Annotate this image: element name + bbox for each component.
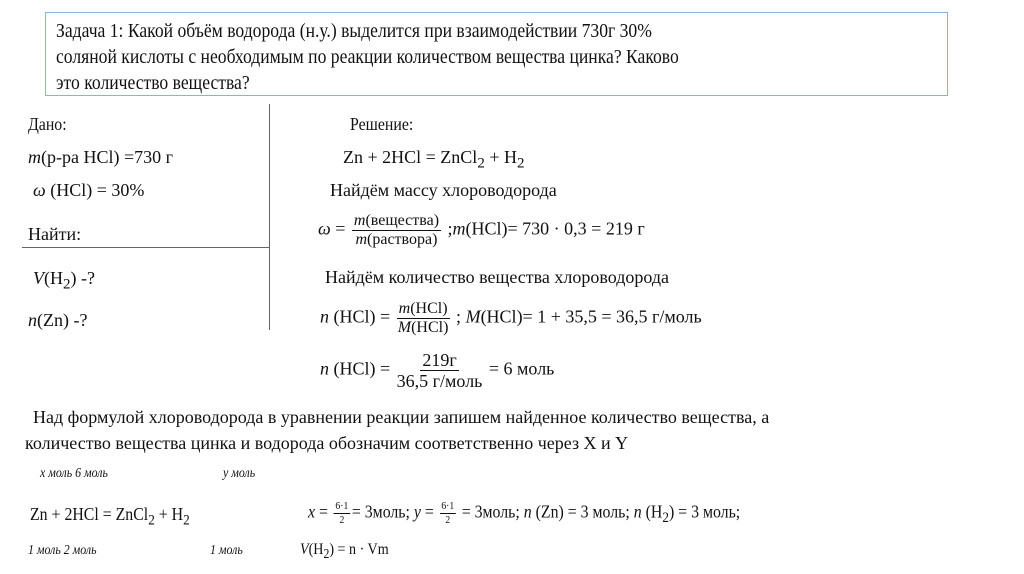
above-label-2: y моль — [223, 466, 256, 481]
amount-formula: n (HCl) = $\frac{\text{m(HCl)}}{\text{M(HCl)}}$ ; M(HCl)= 1 + 35,5 = 36,5 г/моль — [320, 300, 702, 336]
task-line-2: соляной кислоты с необходимым по реакции количеством вещества цинка? Каково — [56, 46, 679, 68]
given-title: Дано: — [28, 114, 67, 134]
solution-title: Решение: — [350, 114, 414, 134]
find-title: Найти: — [28, 224, 82, 244]
below-label-2: 1 моль — [210, 543, 243, 558]
given-mass: m(р-ра HCl) =730 г — [28, 147, 174, 167]
given-omega: ω (HCl) = 30% — [33, 180, 145, 200]
amount-calc: n (HCl) = $\frac{219г}{\text{36,5 г/моль}}$ = 6 моль — [320, 350, 555, 391]
paragraph-line-1: Над формулой хлороводорода в уравнении реакции запишем найденное количество вещества, а — [33, 407, 770, 427]
bottom-equation: Zn + 2HCl = ZnCl$_2$ + $H_2$ — [30, 504, 190, 529]
find-amount: n(Zn) -? — [28, 310, 88, 330]
task-line-3: это количество вещества? — [56, 72, 250, 94]
reaction-equation: Zn + 2HCl = ZnCl$_2$ + $H_2$ — [343, 147, 525, 172]
calc-x-y: x = $\frac{6\cdot 1}{2}$ = 3моль; y = $\frac{6\cdot 1}{2}$ = 3моль; n (Zn) = 3 моль; n $(H_2) = 3$ моль; — [308, 500, 741, 527]
step-amount: Найдём количество вещества хлороводорода — [325, 267, 670, 287]
below-label-1: 1 моль 2 моль — [28, 543, 97, 558]
task-box — [45, 12, 948, 96]
find-volume: $V(H_2)$ -? — [33, 268, 95, 293]
above-label-1: x моль 6 моль — [40, 466, 108, 481]
step-mass: Найдём массу хлороводорода — [330, 180, 557, 200]
task-line-1: Задача 1: Какой объём водорода (н.у.) выделится при взаимодействии 730г 30% — [56, 20, 652, 42]
volume-formula: $V(H_2) = n \cdot Vm$ — [300, 541, 389, 562]
column-divider — [269, 104, 270, 330]
mass-formula: ω = $\frac{\text{m(вещества)}}{\text{m(раствора)}}$ ;m(HCl)= 730 · 0,3 = 219 г — [318, 212, 645, 248]
paragraph-line-2: количество вещества цинка и водорода обозначим соответственно через X и Y — [25, 433, 629, 453]
given-divider — [22, 247, 269, 248]
